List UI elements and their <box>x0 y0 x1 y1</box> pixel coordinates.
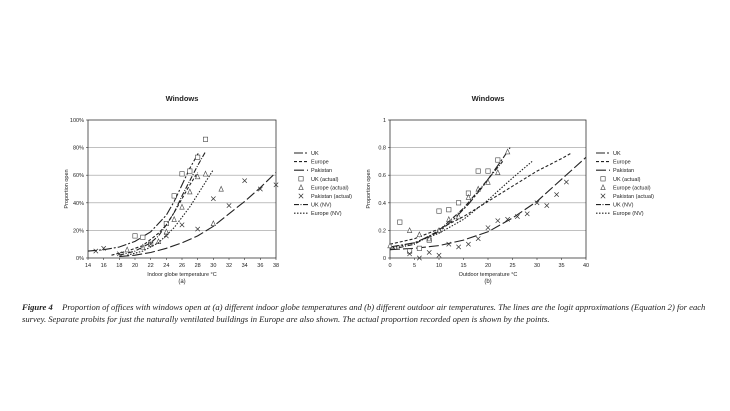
y-tick-label: 60% <box>72 173 84 180</box>
chart-b <box>366 94 654 285</box>
x-tick-label: 14 <box>84 263 92 269</box>
legend-entry <box>299 177 339 183</box>
data-point <box>180 204 184 209</box>
legend-entry <box>299 194 352 200</box>
y-tick-label: 100% <box>69 118 84 124</box>
chart-title: Windows <box>471 94 505 103</box>
y-tick-label: 0.4 <box>378 200 386 207</box>
data-point <box>203 137 207 141</box>
data-point <box>242 179 246 183</box>
legend-label: UK <box>311 151 319 157</box>
data-point <box>437 253 441 257</box>
y-tick-label: 1 <box>382 118 386 124</box>
x-tick-label: 36 <box>257 263 264 269</box>
legend-label: Europe <box>311 159 329 166</box>
legend-label: Europe <box>613 159 631 166</box>
legend-swatch <box>299 185 303 190</box>
data-point <box>141 235 145 239</box>
legend-entry <box>294 160 329 166</box>
data-point <box>437 209 441 213</box>
data-point <box>172 217 176 222</box>
legend-swatch <box>601 185 605 190</box>
series-pakistan-actual <box>94 179 279 257</box>
data-point <box>164 229 168 234</box>
data-point <box>219 186 223 191</box>
y-tick-label: 40% <box>72 200 84 207</box>
data-point <box>180 223 184 227</box>
x-tick-label: 22 <box>147 263 154 269</box>
y-tick-label: 0.6 <box>378 173 386 180</box>
series-line <box>119 152 205 256</box>
data-point <box>188 169 192 173</box>
x-tick-label: 24 <box>163 263 170 269</box>
legend-label: Europe (NV) <box>311 211 342 218</box>
x-tick-label: 5 <box>412 263 417 269</box>
data-point <box>486 225 490 229</box>
legend-entry <box>596 168 634 174</box>
series-europe-actual <box>388 149 510 248</box>
legend-label: Pakistan <box>613 168 635 175</box>
data-point <box>125 247 129 252</box>
data-point <box>417 232 421 237</box>
legend-entry <box>596 203 634 209</box>
y-axis-label: Proportion open <box>64 169 70 209</box>
series-uk-actual <box>398 158 500 253</box>
legend-entry <box>294 151 319 157</box>
x-tick-label: 20 <box>131 263 139 269</box>
y-tick-label: 0.2 <box>378 228 386 235</box>
data-point <box>476 236 480 240</box>
x-tick-label: 20 <box>484 263 492 269</box>
legend-entry <box>294 203 332 209</box>
data-point <box>195 155 199 159</box>
caption-text: Proportion of offices with windows open at (a) different indoor globe temperatures and (b) different outdoor air temperatures. The lines are the logit approximations (Equation 2) for each survey. Separate probits for just the naturally ventilated buildings in Europe are also shown. The actual proportion recorded open is shown by the points. <box>22 302 706 324</box>
data-point <box>466 242 470 246</box>
chart-title: Windows <box>165 94 199 103</box>
y-tick-label: 0 <box>382 256 386 262</box>
legend-entry <box>596 151 621 157</box>
x-tick-label: 40 <box>582 263 590 269</box>
chart-sublabel: (b) <box>484 279 492 285</box>
x-axis-label: Outdoor temperature °C <box>458 272 518 278</box>
data-point <box>496 219 500 223</box>
data-point <box>505 149 509 154</box>
data-point <box>486 169 490 173</box>
x-tick-label: 38 <box>272 263 280 269</box>
data-point <box>180 172 184 176</box>
data-point <box>496 158 500 162</box>
y-tick-label: 80% <box>72 145 84 152</box>
legend-label: UK (actual) <box>613 176 641 183</box>
series-europe-nv <box>127 170 213 256</box>
legend-entry <box>596 160 631 166</box>
legend-swatch <box>601 177 605 181</box>
series-line <box>127 170 213 256</box>
legend-label: UK <box>613 151 621 157</box>
legend-label: Pakistan <box>311 168 333 175</box>
data-point <box>456 245 460 249</box>
data-point <box>496 170 500 175</box>
x-tick-label: 10 <box>435 263 443 269</box>
data-point <box>188 189 192 194</box>
x-tick-label: 34 <box>241 263 248 269</box>
legend-entry <box>601 177 641 183</box>
legend-label: UK (NV) <box>311 202 332 209</box>
figure-caption <box>22 302 712 325</box>
data-point <box>94 249 98 253</box>
legend-swatch <box>299 194 303 198</box>
series-pakistan-actual <box>407 180 568 260</box>
data-point <box>133 234 137 238</box>
data-point <box>172 194 176 198</box>
data-point <box>564 180 568 184</box>
y-tick-label: 0.8 <box>378 145 386 152</box>
legend-label: Europe (actual) <box>311 185 349 192</box>
data-point <box>427 250 431 254</box>
series-uk-nv <box>119 152 205 256</box>
legend-entry <box>294 211 342 217</box>
data-point <box>476 169 480 173</box>
series-line <box>390 161 503 249</box>
legend-swatch <box>299 177 303 181</box>
x-tick-label: 15 <box>460 263 467 269</box>
chart-a <box>64 94 352 285</box>
x-tick-label: 32 <box>225 263 233 269</box>
data-point <box>545 203 549 207</box>
y-axis-label: Proportion open <box>366 169 372 209</box>
legend-entry <box>601 185 651 192</box>
data-point <box>554 192 558 196</box>
data-point <box>211 221 215 226</box>
y-tick-label: 0% <box>76 256 84 262</box>
legend-label: UK (NV) <box>613 202 634 209</box>
legend-swatch <box>601 194 605 198</box>
data-point <box>525 212 529 216</box>
legend-label: Pakistan (actual) <box>613 194 654 200</box>
data-point <box>211 196 215 200</box>
x-tick-label: 35 <box>558 263 565 269</box>
legend-entry <box>294 168 332 174</box>
series-uk-nv <box>390 161 503 249</box>
legend-entry <box>596 211 644 217</box>
caption-label: Figure 4 <box>22 302 53 312</box>
x-tick-label: 30 <box>533 263 541 269</box>
legend-label: Europe (actual) <box>613 185 651 192</box>
x-tick-label: 18 <box>116 263 123 269</box>
data-point <box>417 246 421 250</box>
data-point <box>227 203 231 207</box>
y-tick-label: 20% <box>72 228 84 235</box>
legend-label: Pakistan (actual) <box>311 194 352 200</box>
x-tick-label: 0 <box>388 263 392 269</box>
chart-sublabel: (a) <box>178 279 186 285</box>
x-tick-label: 30 <box>210 263 217 269</box>
legend-label: UK (actual) <box>311 176 339 183</box>
data-point <box>456 201 460 205</box>
x-axis-label: Indoor globe temperature °C <box>147 272 217 278</box>
x-tick-label: 28 <box>194 263 201 269</box>
data-point <box>398 220 402 224</box>
x-tick-label: 26 <box>178 263 186 269</box>
data-point <box>447 208 451 212</box>
legend-label: Europe (NV) <box>613 211 644 218</box>
legend-entry <box>299 185 349 192</box>
data-point <box>203 171 207 176</box>
plot-area <box>88 120 276 258</box>
x-tick-label: 16 <box>100 263 107 269</box>
legend-entry <box>601 194 654 200</box>
x-tick-label: 25 <box>509 263 516 269</box>
